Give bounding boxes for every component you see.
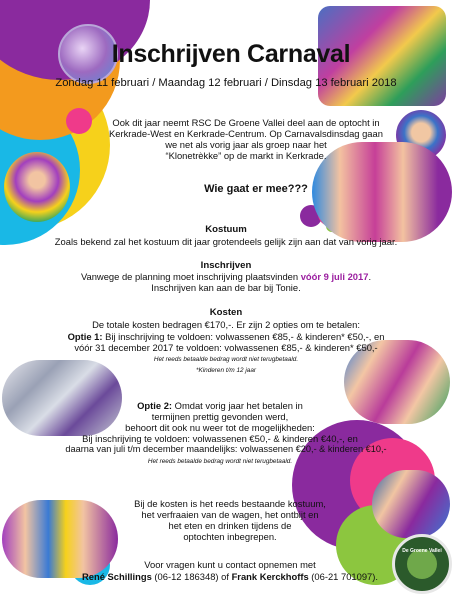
optie2-line-1 bbox=[110, 400, 330, 411]
contact-name-1: René Schillings bbox=[82, 571, 152, 582]
event-dates: Zondag 11 februari / Maandag 12 februari / Dinsdag 13 februari 2018 bbox=[55, 77, 397, 89]
contact-line-2 bbox=[40, 571, 420, 582]
optie2-line-1-text: Omdat vorig jaar het betalen in bbox=[174, 400, 303, 411]
included-line-1: Bij de kosten is het reeds bestaande kostuum, bbox=[134, 498, 326, 509]
circle-pink-small bbox=[66, 108, 92, 134]
inschrijven-line-1-end: . bbox=[368, 271, 372, 282]
contact-phone-1: (06-12 186348) of bbox=[151, 571, 232, 582]
included-line-3: het eten en drinken tijdens de bbox=[168, 520, 292, 531]
question-heading: Wie gaat er mee??? bbox=[204, 183, 308, 195]
optie1-line-1 bbox=[0, 331, 452, 342]
note-children-age: *Kinderen t/m 12 jaar bbox=[195, 367, 257, 374]
included-line-2: het verfraaien van de wagen, het ontbijt en bbox=[141, 509, 319, 520]
inschrijven-line-2: Inschrijven kan aan de bar bij Tonie. bbox=[151, 282, 301, 293]
inschrijven-deadline: vóór 9 juli 2017 bbox=[300, 271, 369, 282]
intro-line-3: we net als vorig jaar als groep naar het bbox=[165, 139, 327, 150]
note-not-refunded-1: Het reeds betaalde bedrag wordt niet terugbetaald. bbox=[153, 356, 299, 363]
included-line-4: optochten inbegrepen. bbox=[183, 531, 277, 542]
kostuum-text: Zoals bekend zal het kostuum dit jaar grotendeels gelijk zijn aan dat van vorig jaar. bbox=[54, 236, 398, 247]
optie2-line-2: termijnen prettig gevonden werd, bbox=[151, 411, 289, 422]
photo-group-right-bottom bbox=[372, 470, 450, 538]
optie2-label: Optie 2: bbox=[137, 400, 173, 411]
intro-line-2: Kerkrade-West en Kerkrade-Centrum. Op Carnavalsdinsdag gaan bbox=[109, 128, 383, 139]
contact-name-2: Frank Kerckhoffs bbox=[231, 571, 309, 582]
kosten-line-1: De totale kosten bedragen €170,-. Er zijn 2 opties om te betalen: bbox=[92, 319, 360, 330]
optie1-label: Optie 1: bbox=[67, 331, 103, 342]
inschrijven-line-1-text: Vanwege de planning moet inschrijving plaatsvinden bbox=[80, 271, 299, 282]
optie1-line-1-text: Bij inschrijving te voldoen: volwassenen €85,- & kinderen* €50,-, en bbox=[105, 331, 385, 342]
optie1-line-2: vóór 31 december 2017 te voldoen: volwassenen €85,- & kinderen* €50,- bbox=[74, 342, 378, 353]
intro-line-1: Ook dit jaar neemt RSC De Groene Vallei deel aan de optocht in bbox=[112, 117, 380, 128]
optie2-line-4: Bij inschrijving te voldoen: volwassenen €50,- & kinderen €40,-, en bbox=[82, 433, 358, 444]
kosten-heading: Kosten bbox=[209, 307, 243, 318]
note-not-refunded-2: Het reeds betaalde bedrag wordt niet terugbetaald. bbox=[147, 458, 293, 465]
inschrijven-line-1 bbox=[0, 271, 452, 282]
inschrijven-heading: Inschrijven bbox=[200, 260, 252, 271]
contact-phone-2: (06-21 701097). bbox=[308, 571, 378, 582]
logo-label: De Groene Vallei bbox=[402, 548, 442, 554]
intro-line-4: “Klonetrèkke” op de markt in Kerkrade. bbox=[165, 150, 327, 161]
page-title: Inschrijven Carnaval bbox=[111, 40, 351, 68]
kostuum-heading: Kostuum bbox=[205, 224, 247, 235]
contact-line-1: Voor vragen kunt u contact opnemen met bbox=[144, 559, 316, 570]
club-logo bbox=[392, 534, 452, 594]
optie2-line-5: daarna van juli t/m december maandelijks: volwassenen €20,- & kinderen €10,- bbox=[65, 444, 387, 454]
photo-group-left bbox=[4, 152, 70, 222]
optie2-line-3: behoort dit ook nu weer tot de mogelijkheden: bbox=[125, 422, 315, 433]
